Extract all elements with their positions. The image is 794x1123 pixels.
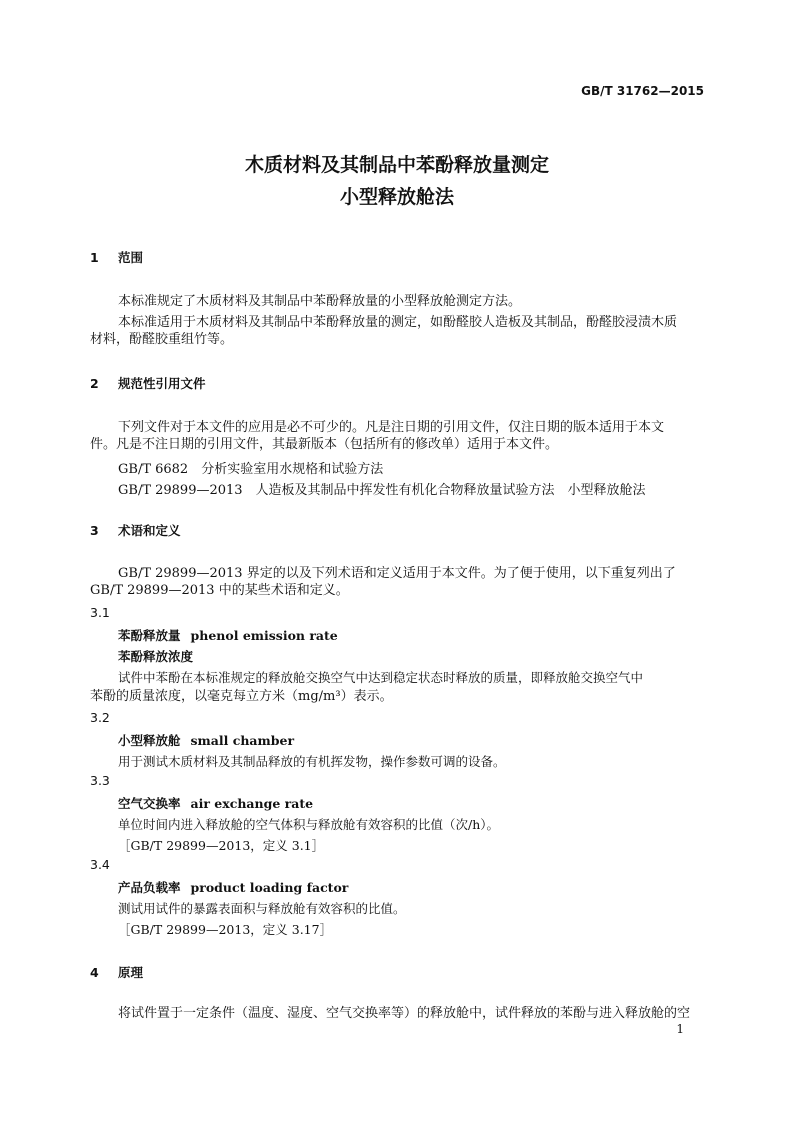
term-definition: 测试用试件的暴露表面积与释放舱有效容积的比值。 [118, 901, 406, 916]
page-number: 1 [676, 1022, 684, 1036]
term-number: 3.4 [90, 857, 110, 872]
paragraph-continuation: GB/T 29899—2013 中的某些术语和定义。 [90, 583, 349, 598]
document-subtitle: 小型释放舱法 [339, 186, 454, 208]
term-heading [118, 731, 294, 749]
paragraph: 本标准规定了木质材料及其制品中苯酚释放量的小型释放舱测定方法。 [118, 294, 522, 309]
term-zh: 苯酚释放量 [118, 628, 181, 643]
term-zh: 小型释放舱 [118, 733, 181, 748]
paragraph: 下列文件对于本文件的应用是必不可少的。凡是注日期的引用文件，仅注日期的版本适用于本文 [118, 420, 665, 435]
term-definition: 单位时间内进入释放舱的空气体积与释放舱有效容积的比值（次/h）。 [118, 817, 500, 832]
term-definition-continuation: 苯酚的质量浓度，以毫克每立方米（mg/m³）表示。 [90, 689, 393, 704]
term-heading [118, 794, 313, 812]
term-number: 3.2 [90, 710, 110, 725]
term-zh: 空气交换率 [118, 796, 181, 811]
term-en: phenol emission rate [190, 628, 338, 643]
standard-number: GB/T 31762—2015 [581, 84, 704, 98]
section-title: 术语和定义 [118, 523, 181, 538]
term-definition: 用于测试木质材料及其制品释放的有机挥发物，操作参数可调的设备。 [118, 754, 506, 769]
section-number: 1 [90, 250, 99, 265]
section-heading [90, 963, 143, 981]
term-zh: 苯酚释放浓度 [118, 649, 194, 664]
section-number: 2 [90, 376, 99, 391]
term-number: 3.1 [90, 605, 110, 620]
term-number: 3.3 [90, 773, 110, 788]
term-heading [118, 878, 348, 896]
paragraph: 将试件置于一定条件（温度、湿度、空气交换率等）的释放舱中，试件释放的苯酚与进入释放舱的空 [118, 1006, 691, 1021]
term-source: ［GB/T 29899—2013，定义 3.1］ [118, 838, 325, 853]
paragraph: GB/T 29899—2013 界定的以及下列术语和定义适用于本文件。为了便于使用，以下重复列出了 [118, 566, 676, 581]
paragraph-continuation: 件。凡是不注日期的引用文件，其最新版本（包括所有的修改单）适用于本文件。 [90, 437, 559, 452]
section-title: 规范性引用文件 [118, 376, 206, 391]
section-heading [90, 521, 181, 539]
document-title: 木质材料及其制品中苯酚释放量测定 [244, 154, 549, 176]
section-title: 原理 [118, 965, 144, 980]
term-alternative [118, 647, 193, 665]
section-heading [90, 248, 143, 266]
term-heading [118, 626, 338, 644]
section-heading [90, 374, 206, 392]
term-zh: 产品负载率 [118, 880, 181, 895]
term-definition: 试件中苯酚在本标准规定的释放舱交换空气中达到稳定状态时释放的质量，即释放舱交换空气中 [118, 670, 644, 685]
section-number: 3 [90, 523, 99, 538]
term-en: air exchange rate [190, 796, 314, 811]
paragraph-continuation: 材料，酚醛胶重组竹等。 [90, 332, 234, 347]
term-en: product loading factor [190, 880, 349, 895]
paragraph: 本标准适用于木质材料及其制品中苯酚释放量的测定，如酚醛胶人造板及其制品，酚醛胶浸渍木质 [118, 315, 678, 330]
section-number: 4 [90, 965, 99, 980]
term-en: small chamber [190, 733, 295, 748]
term-source: ［GB/T 29899—2013，定义 3.17］ [118, 922, 333, 937]
section-title: 范围 [118, 250, 144, 265]
normative-reference: GB/T 6682 分析实验室用水规格和试验方法 [118, 462, 384, 477]
normative-reference: GB/T 29899—2013 人造板及其制品中挥发性有机化合物释放量试验方法 小型释放舱法 [118, 483, 646, 498]
